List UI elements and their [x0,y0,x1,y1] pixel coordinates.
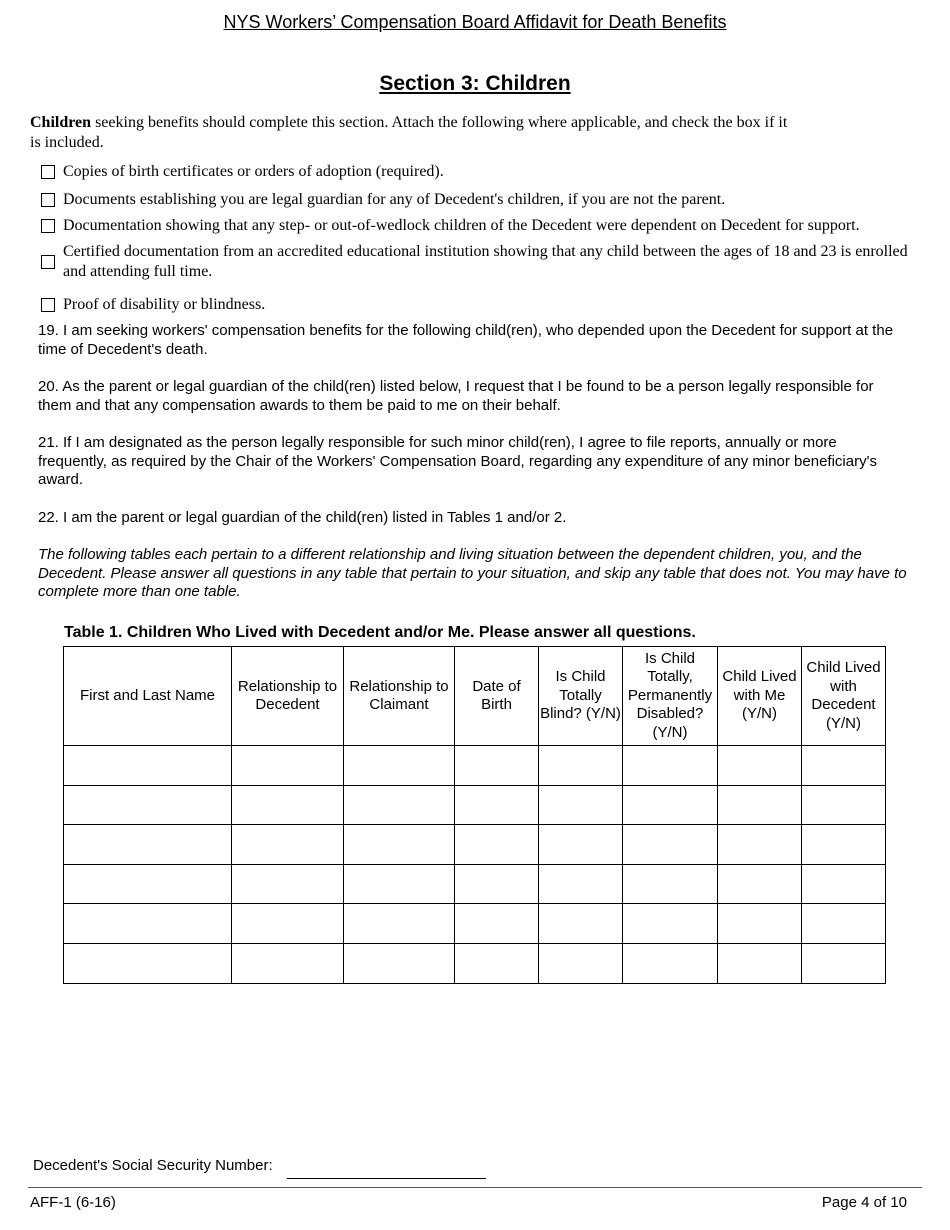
children-table [63,646,886,984]
column-header-lived-with-decedent: Child Lived with Decedent (Y/N) [802,647,886,746]
checklist-label: Proof of disability or blindness. [63,296,266,313]
statement-19: 19. I am seeking workers' compensation benefits for the following child(ren), who depended upon the Decedent for support at the time of Decedent's death. [38,322,894,358]
table-cell-input[interactable] [344,825,455,865]
column-header-disabled: Is Child Totally, Permanently Disabled? (Y/N) [623,647,718,746]
table-cell-input[interactable] [718,943,802,983]
table-cell-input[interactable] [232,864,344,904]
table-cell-input[interactable] [718,904,802,944]
column-header-date-of-birth: Date of Birth [455,647,539,746]
checklist-label: Documentation showing that any step- or out-of-wedlock children of the Decedent were dependent on Decedent for support. [63,217,860,234]
table-cell-input[interactable] [802,943,886,983]
table-1-caption: Table 1. Children Who Lived with Decedent and/or Me. Please answer all questions. [64,624,696,641]
table-cell-input[interactable] [344,864,455,904]
table-cell-input[interactable] [64,785,232,825]
column-header-relationship-decedent: Relationship to Decedent [232,647,344,746]
document-header: NYS Workers’ Compensation Board Affidavit for Death Benefits [223,12,727,32]
table-cell-input[interactable] [802,864,886,904]
statement-20: 20. As the parent or legal guardian of the child(ren) listed below, I request that I be found to be a person legally responsible for them and that any compensation awards to them be paid to me on their behalf. [38,378,874,414]
checkbox-disability-proof[interactable] [41,298,55,312]
table-cell-input[interactable] [623,904,718,944]
checklist-label: Certified documentation from an accredited educational institution showing that any child between the ages of 18 and 23 is enrolled and attending full time. [63,243,908,280]
table-cell-input[interactable] [455,746,539,786]
table-cell-input[interactable] [344,746,455,786]
table-cell-input[interactable] [232,785,344,825]
checklist-item-school-enrollment [41,242,911,282]
table-cell-input[interactable] [455,864,539,904]
section-intro [30,113,800,153]
table-cell-input[interactable] [232,943,344,983]
table-cell-input[interactable] [539,746,623,786]
checklist-item-dependency-documentation [41,216,860,236]
checkbox-guardian-documents[interactable] [41,193,55,207]
table-cell-input[interactable] [344,943,455,983]
footer-divider [28,1187,922,1188]
checklist-item-disability-proof [41,295,265,315]
column-header-relationship-claimant: Relationship to Claimant [344,647,455,746]
table-row [64,746,886,786]
table-row [64,904,886,944]
table-cell-input[interactable] [718,785,802,825]
table-row [64,864,886,904]
table-cell-input[interactable] [455,943,539,983]
table-cell-input[interactable] [718,864,802,904]
table-cell-input[interactable] [623,746,718,786]
statement-22: 22. I am the parent or legal guardian of the child(ren) listed in Tables 1 and/or 2. [38,509,567,526]
table-cell-input[interactable] [539,904,623,944]
table-instructions: The following tables each pertain to a different relationship and living situation between the dependent children, you, and the Decedent. Please answer all questions in any table that pertain to your situation, and skip any table that does not. You may have to complete more than one table. [38,546,907,600]
table-cell-input[interactable] [232,746,344,786]
table-cell-input[interactable] [344,904,455,944]
checklist-item-birth-certificates [41,162,444,182]
intro-text: seeking benefits should complete this section. Attach the following where applicable, and check the box if it is included. [30,114,788,151]
table-cell-input[interactable] [455,825,539,865]
column-header-name: First and Last Name [64,647,232,746]
table-cell-input[interactable] [232,904,344,944]
table-cell-input[interactable] [718,746,802,786]
table-cell-input[interactable] [623,864,718,904]
table-cell-input[interactable] [623,785,718,825]
checklist-item-guardian-documents [41,190,725,210]
checkbox-birth-certificates[interactable] [41,165,55,179]
checkbox-school-enrollment[interactable] [41,255,55,269]
form-id: AFF-1 (6-16) [30,1194,116,1211]
table-cell-input[interactable] [232,825,344,865]
checklist-label: Documents establishing you are legal guardian for any of Decedent's children, if you are not the parent. [63,191,726,208]
checklist-label: Copies of birth certificates or orders of adoption (required). [63,163,444,180]
table-cell-input[interactable] [623,943,718,983]
table-cell-input[interactable] [539,943,623,983]
table-cell-input[interactable] [802,746,886,786]
table-cell-input[interactable] [64,904,232,944]
table-cell-input[interactable] [623,825,718,865]
table-cell-input[interactable] [802,785,886,825]
table-row [64,785,886,825]
table-cell-input[interactable] [802,904,886,944]
table-cell-input[interactable] [455,785,539,825]
section-title: Section 3: Children [379,72,571,95]
children-table-body [64,746,886,984]
table-cell-input[interactable] [718,825,802,865]
table-cell-input[interactable] [539,825,623,865]
table-row [64,943,886,983]
table-cell-input[interactable] [802,825,886,865]
checkbox-dependency-documentation[interactable] [41,219,55,233]
intro-bold-lead: Children [30,114,92,131]
table-cell-input[interactable] [539,864,623,904]
table-header-row [64,647,886,746]
ssn-label: Decedent's Social Security Number: [33,1157,273,1174]
table-cell-input[interactable] [64,825,232,865]
table-cell-input[interactable] [539,785,623,825]
table-row [64,825,886,865]
statement-21: 21. If I am designated as the person legally responsible for such minor child(ren), I agree to file reports, annually or more frequently, as required by the Chair of the Workers' Compensation Board, regarding any expenditure of any minor beneficiary's award. [38,434,877,488]
table-cell-input[interactable] [64,746,232,786]
table-cell-input[interactable] [344,785,455,825]
column-header-lived-with-me: Child Lived with Me (Y/N) [718,647,802,746]
page-number: Page 4 of 10 [821,1194,907,1211]
table-cell-input[interactable] [455,904,539,944]
table-cell-input[interactable] [64,943,232,983]
table-cell-input[interactable] [64,864,232,904]
column-header-blind: Is Child Totally Blind? (Y/N) [539,647,623,746]
ssn-input-line[interactable] [287,1178,486,1179]
